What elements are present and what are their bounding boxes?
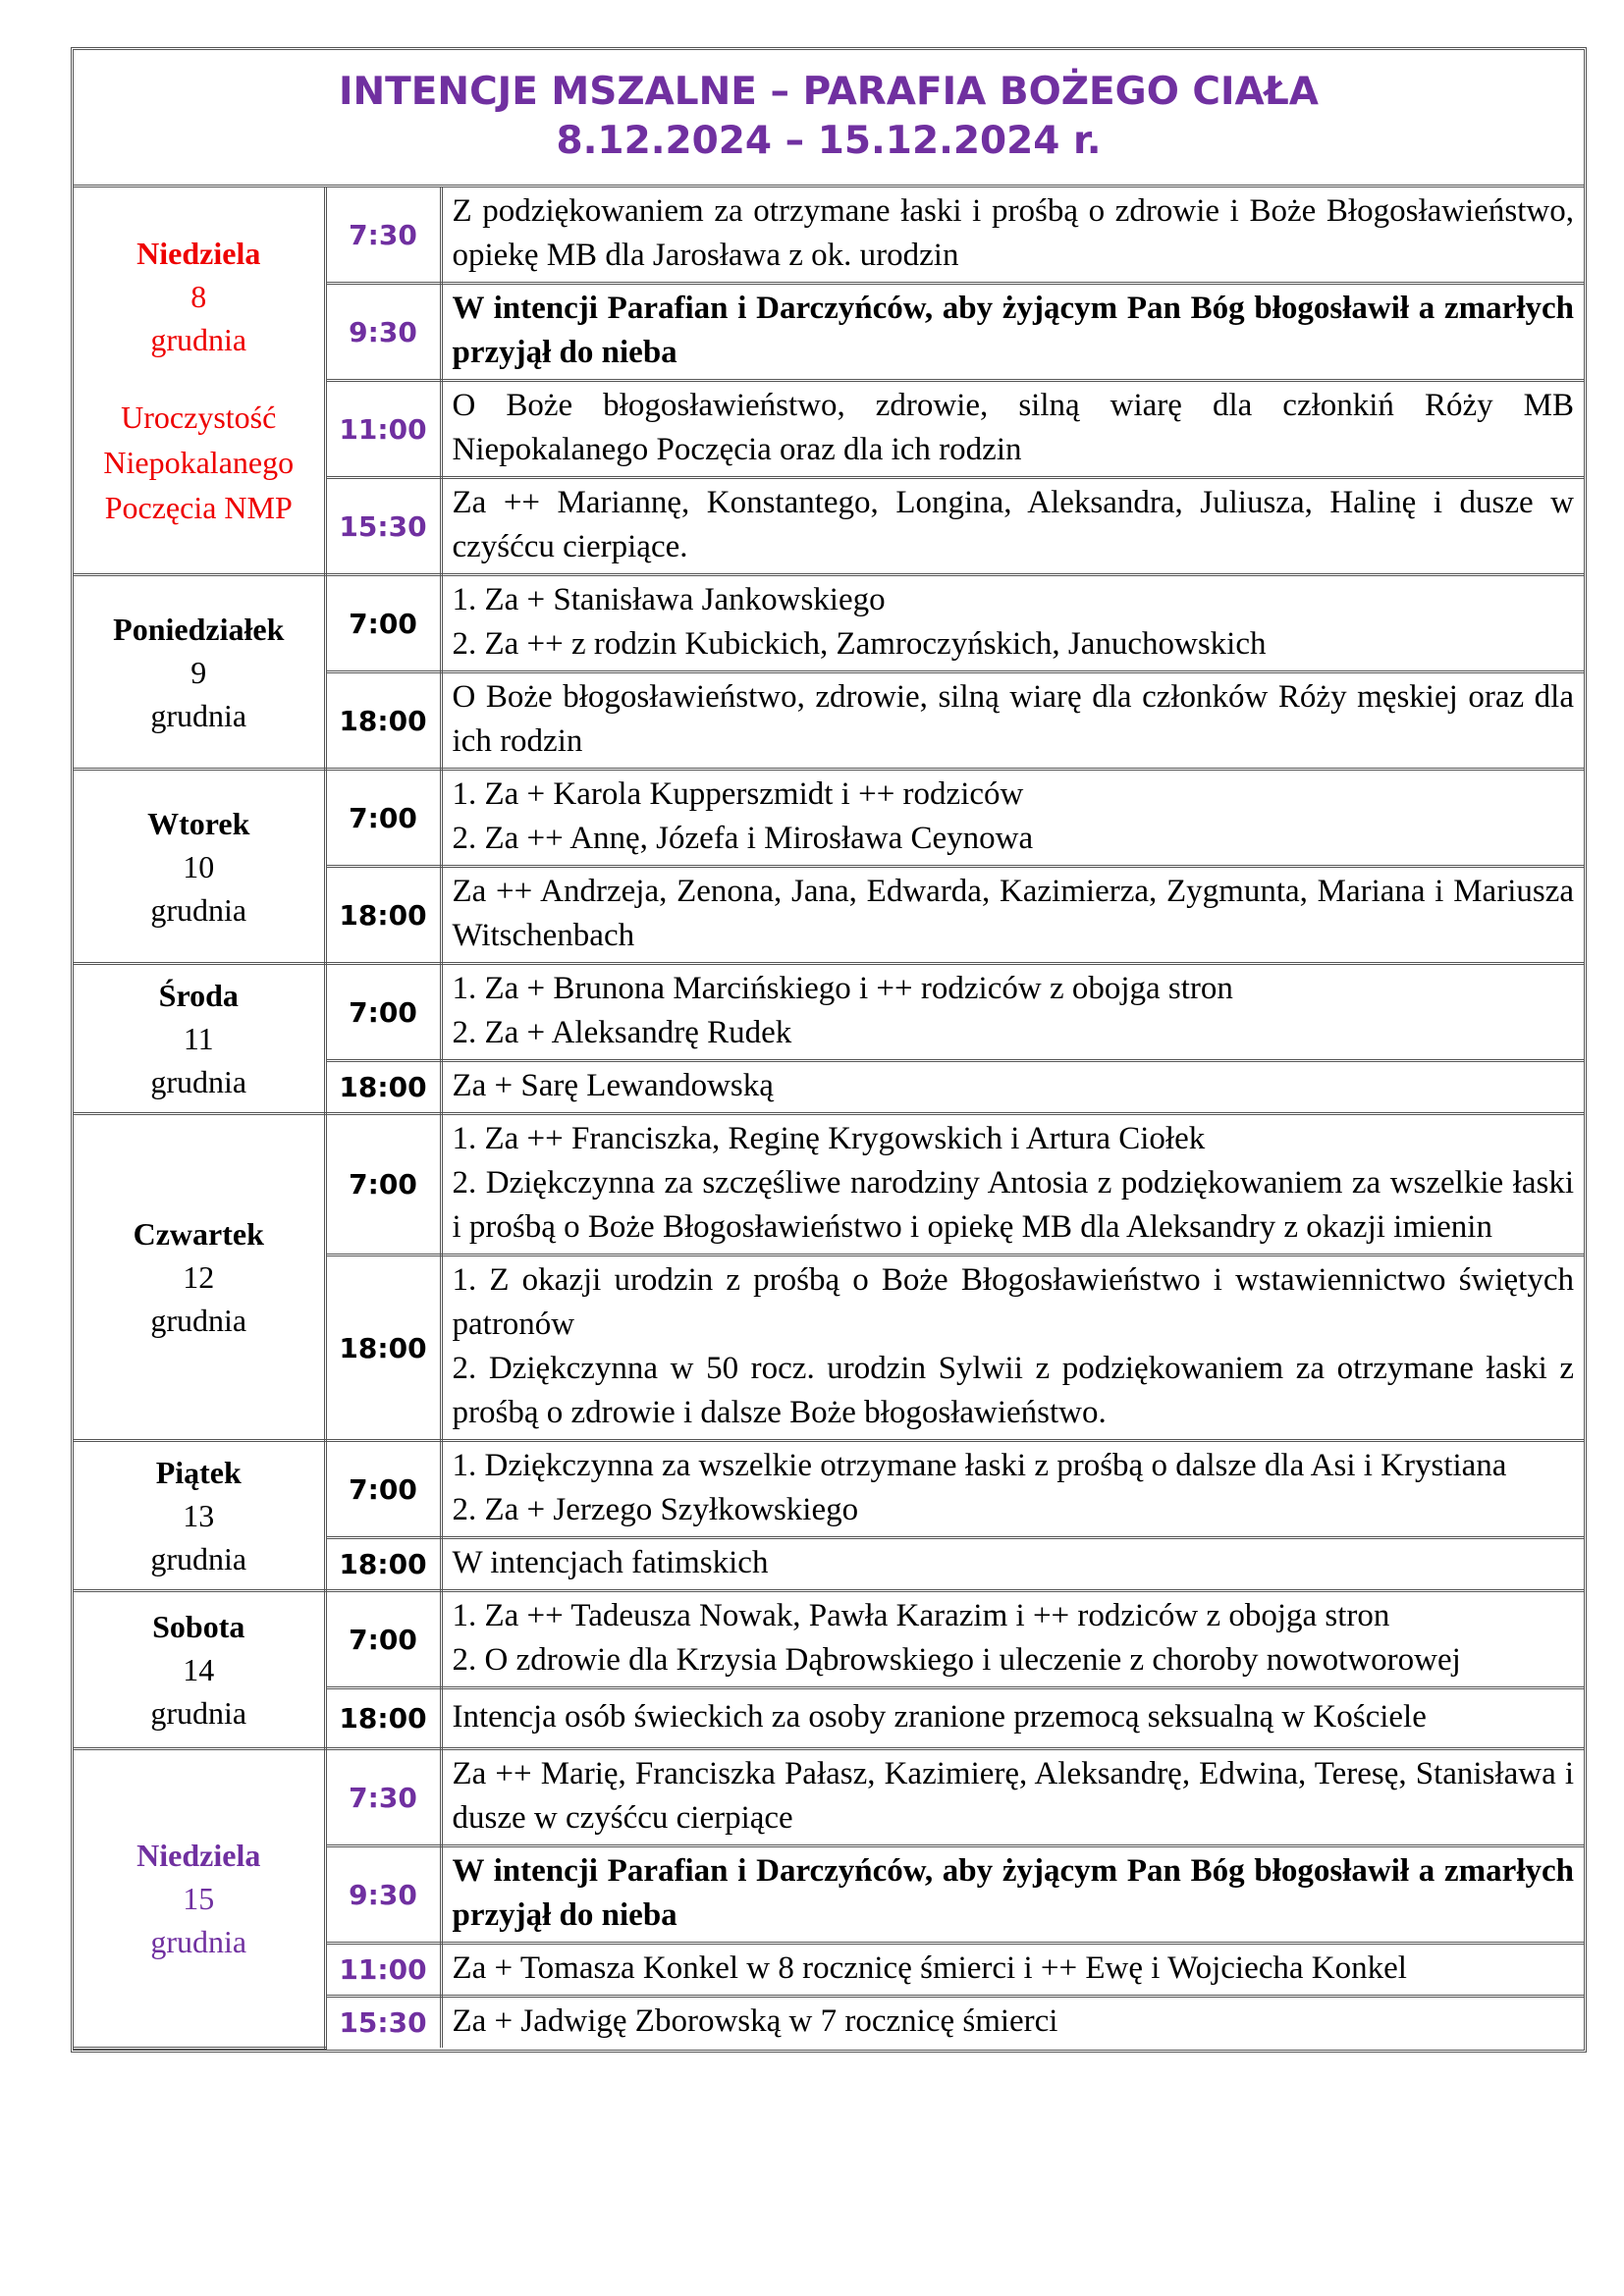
day-number: 9 (190, 654, 207, 690)
intention-text: Za + Jadwigę Zborowską w 7 rocznicę śmierci (452, 2003, 1058, 2039)
schedule-sheet (71, 47, 1587, 2053)
intention-cell (441, 575, 1584, 672)
day-number: 10 (183, 848, 215, 884)
intention-text: O Boże błogosławieństwo, zdrowie, silną wiarę dla członków Róży męskiej oraz dla ich rodzin (452, 679, 1574, 759)
intention-cell (441, 1061, 1584, 1114)
mass-time: 7:00 (325, 1114, 441, 1255)
intention-text: W intencji Parafian i Darczyńców, aby żyjącym Pan Bóg błogosławił a zmarłych przyjął do nieba (452, 1853, 1574, 1933)
day-month: grudnia (150, 321, 247, 357)
day-cell (74, 1114, 325, 1441)
intention-cell (441, 1114, 1584, 1255)
intention-cell (441, 1749, 1584, 1846)
day-cell (74, 964, 325, 1114)
day-month: grudnia (150, 1303, 247, 1338)
mass-time: 11:00 (325, 1944, 441, 1997)
intention-cell (441, 1688, 1584, 1749)
day-name: Piątek (155, 1455, 242, 1490)
mass-time: 7:30 (325, 187, 441, 284)
day-name: Niedziela (136, 1837, 261, 1873)
mass-time: 7:30 (325, 1749, 441, 1846)
day-name: Niedziela (136, 235, 261, 271)
mass-intentions-table (74, 187, 1584, 2050)
mass-time: 11:00 (325, 381, 441, 478)
intention-text: Z podziękowaniem za otrzymane łaski i prośbą o zdrowie i Boże Błogosławieństwo, opiekę MB dla Jarosława z ok. urodzin (452, 193, 1574, 273)
day-cell (74, 1591, 325, 1749)
day-name: Środa (158, 978, 239, 1013)
feast-name (80, 395, 318, 530)
mass-time: 9:30 (325, 1846, 441, 1944)
intention-cell (441, 867, 1584, 964)
intention-text: O Boże błogosławieństwo, zdrowie, silną wiarę dla członkiń Róży MB Niepokalanego Poczęcia oraz dla ich rodzin (452, 388, 1574, 467)
intention-cell (441, 381, 1584, 478)
mass-row (74, 1749, 1584, 1846)
day-number: 8 (190, 278, 207, 314)
feast-line: Uroczystość (121, 399, 277, 435)
day-cell (74, 770, 325, 964)
day-name: Wtorek (147, 805, 250, 841)
mass-time: 7:00 (325, 964, 441, 1061)
mass-time: 15:30 (325, 478, 441, 575)
mass-row (74, 964, 1584, 1061)
intention-text: 1. Dziękczynna za wszelkie otrzymane łaski z prośbą o dalsze dla Asi i Krystiana (452, 1448, 1507, 1483)
date-range: 8.12.2024 – 15.12.2024 r. (556, 119, 1102, 163)
day-month: grudnia (150, 1541, 247, 1576)
mass-row (74, 1441, 1584, 1538)
mass-row (74, 187, 1584, 284)
intention-cell (441, 1591, 1584, 1688)
day-name: Sobota (152, 1609, 245, 1644)
day-cell (74, 575, 325, 770)
mass-row (74, 770, 1584, 867)
intention-text: W intencjach fatimskich (452, 1545, 769, 1580)
day-cell (74, 1441, 325, 1591)
intention-text: 2. Za ++ z rodzin Kubickich, Zamroczyńskich, Januchowskich (452, 626, 1267, 662)
intention-cell (441, 1944, 1584, 1997)
intention-text: 2. O zdrowie dla Krzysia Dąbrowskiego i uleczenie z choroby nowotworowej (452, 1642, 1461, 1678)
intention-cell (441, 1255, 1584, 1441)
day-month: grudnia (150, 1064, 247, 1099)
mass-row (74, 575, 1584, 672)
day-number: 15 (183, 1880, 215, 1916)
mass-time: 18:00 (325, 1255, 441, 1441)
intention-text: 1. Za + Brunona Marcińskiego i ++ rodziców z obojga stron (452, 971, 1233, 1006)
intention-text: 1. Z okazji urodzin z prośbą o Boże Błogosławieństwo i wstawiennictwo świętych patronów (452, 1262, 1574, 1342)
intention-cell (441, 187, 1584, 284)
feast-line: Niepokalanego (103, 444, 295, 480)
header (74, 50, 1584, 187)
mass-time: 18:00 (325, 867, 441, 964)
day-number: 14 (183, 1652, 215, 1687)
intention-text: Intencja osób świeckich za osoby zranione przemocą seksualną w Kościele (452, 1699, 1427, 1735)
mass-time: 18:00 (325, 1061, 441, 1114)
intention-cell (441, 1846, 1584, 1944)
day-month: grudnia (150, 697, 247, 733)
mass-row (74, 1114, 1584, 1255)
intention-cell (441, 1997, 1584, 2049)
mass-time: 15:30 (325, 1997, 441, 2049)
intention-text: 1. Za ++ Franciszka, Reginę Krygowskich i Artura Ciołek (452, 1121, 1206, 1156)
mass-time: 18:00 (325, 1688, 441, 1749)
intention-cell (441, 770, 1584, 867)
intention-cell (441, 1538, 1584, 1591)
day-cell (74, 1749, 325, 2049)
intention-text: Za + Tomasza Konkel w 8 rocznicę śmierci i ++ Ewę i Wojciecha Konkel (452, 1950, 1407, 1986)
intention-cell (441, 672, 1584, 770)
day-number: 12 (183, 1259, 215, 1295)
day-number: 13 (183, 1498, 215, 1533)
intention-text: Za ++ Mariannę, Konstantego, Longina, Aleksandra, Juliusza, Halinę i dusze w czyśćcu cierpiące. (452, 485, 1574, 564)
intention-text: Za ++ Marię, Franciszka Pałasz, Kazimierę, Aleksandrę, Edwina, Teresę, Stanisława i dusze w czyśćcu cierpiące (452, 1756, 1574, 1836)
intention-cell (441, 1441, 1584, 1538)
mass-time: 9:30 (325, 284, 441, 381)
day-name: Poniedziałek (113, 611, 285, 647)
intention-text: 2. Dziękczynna za szczęśliwe narodziny Antosia z podziękowaniem za wszelkie łaski i prośbą o Boże Błogosławieństwo i opiekę MB dla Aleksandry z okazji imienin (452, 1165, 1574, 1245)
intention-text: W intencji Parafian i Darczyńców, aby żyjącym Pan Bóg błogosławił a zmarłych przyjął do nieba (452, 291, 1574, 370)
page-title: INTENCJE MSZALNE – PARAFIA BOŻEGO CIAŁA (339, 70, 1319, 114)
day-month: grudnia (150, 1923, 247, 1959)
mass-time: 7:00 (325, 575, 441, 672)
intention-text: Za ++ Andrzeja, Zenona, Jana, Edwarda, Kazimierza, Zygmunta, Mariana i Mariusza Witschenbach (452, 874, 1574, 953)
intention-text: 1. Za + Karola Kupperszmidt i ++ rodziców (452, 776, 1024, 812)
intention-text: 2. Za + Aleksandrę Rudek (452, 1015, 792, 1050)
mass-time: 7:00 (325, 770, 441, 867)
mass-time: 7:00 (325, 1591, 441, 1688)
intention-text: 2. Dziękczynna w 50 rocz. urodzin Sylwii z podziękowaniem za otrzymane łaski z prośbą o zdrowie i dalsze Boże błogosławieństwo. (452, 1351, 1574, 1430)
day-cell (74, 187, 325, 575)
intention-cell (441, 478, 1584, 575)
feast-line: Poczęcia NMP (104, 489, 293, 525)
intention-text: 1. Za + Stanisława Jankowskiego (452, 582, 886, 617)
day-name: Czwartek (133, 1216, 264, 1252)
intention-cell (441, 284, 1584, 381)
intention-text: 2. Za + Jerzego Szyłkowskiego (452, 1492, 859, 1527)
day-number: 11 (183, 1021, 214, 1056)
intention-text: Za + Sarę Lewandowską (452, 1068, 774, 1103)
intention-cell (441, 964, 1584, 1061)
mass-time: 7:00 (325, 1441, 441, 1538)
intention-text: 1. Za ++ Tadeusza Nowak, Pawła Karazim i ++ rodziców z obojga stron (452, 1598, 1390, 1633)
mass-row (74, 1591, 1584, 1688)
mass-time: 18:00 (325, 1538, 441, 1591)
intention-text: 2. Za ++ Annę, Józefa i Mirosława Ceynowa (452, 821, 1034, 856)
day-month: grudnia (150, 891, 247, 928)
mass-time: 18:00 (325, 672, 441, 770)
day-month: grudnia (150, 1695, 247, 1731)
